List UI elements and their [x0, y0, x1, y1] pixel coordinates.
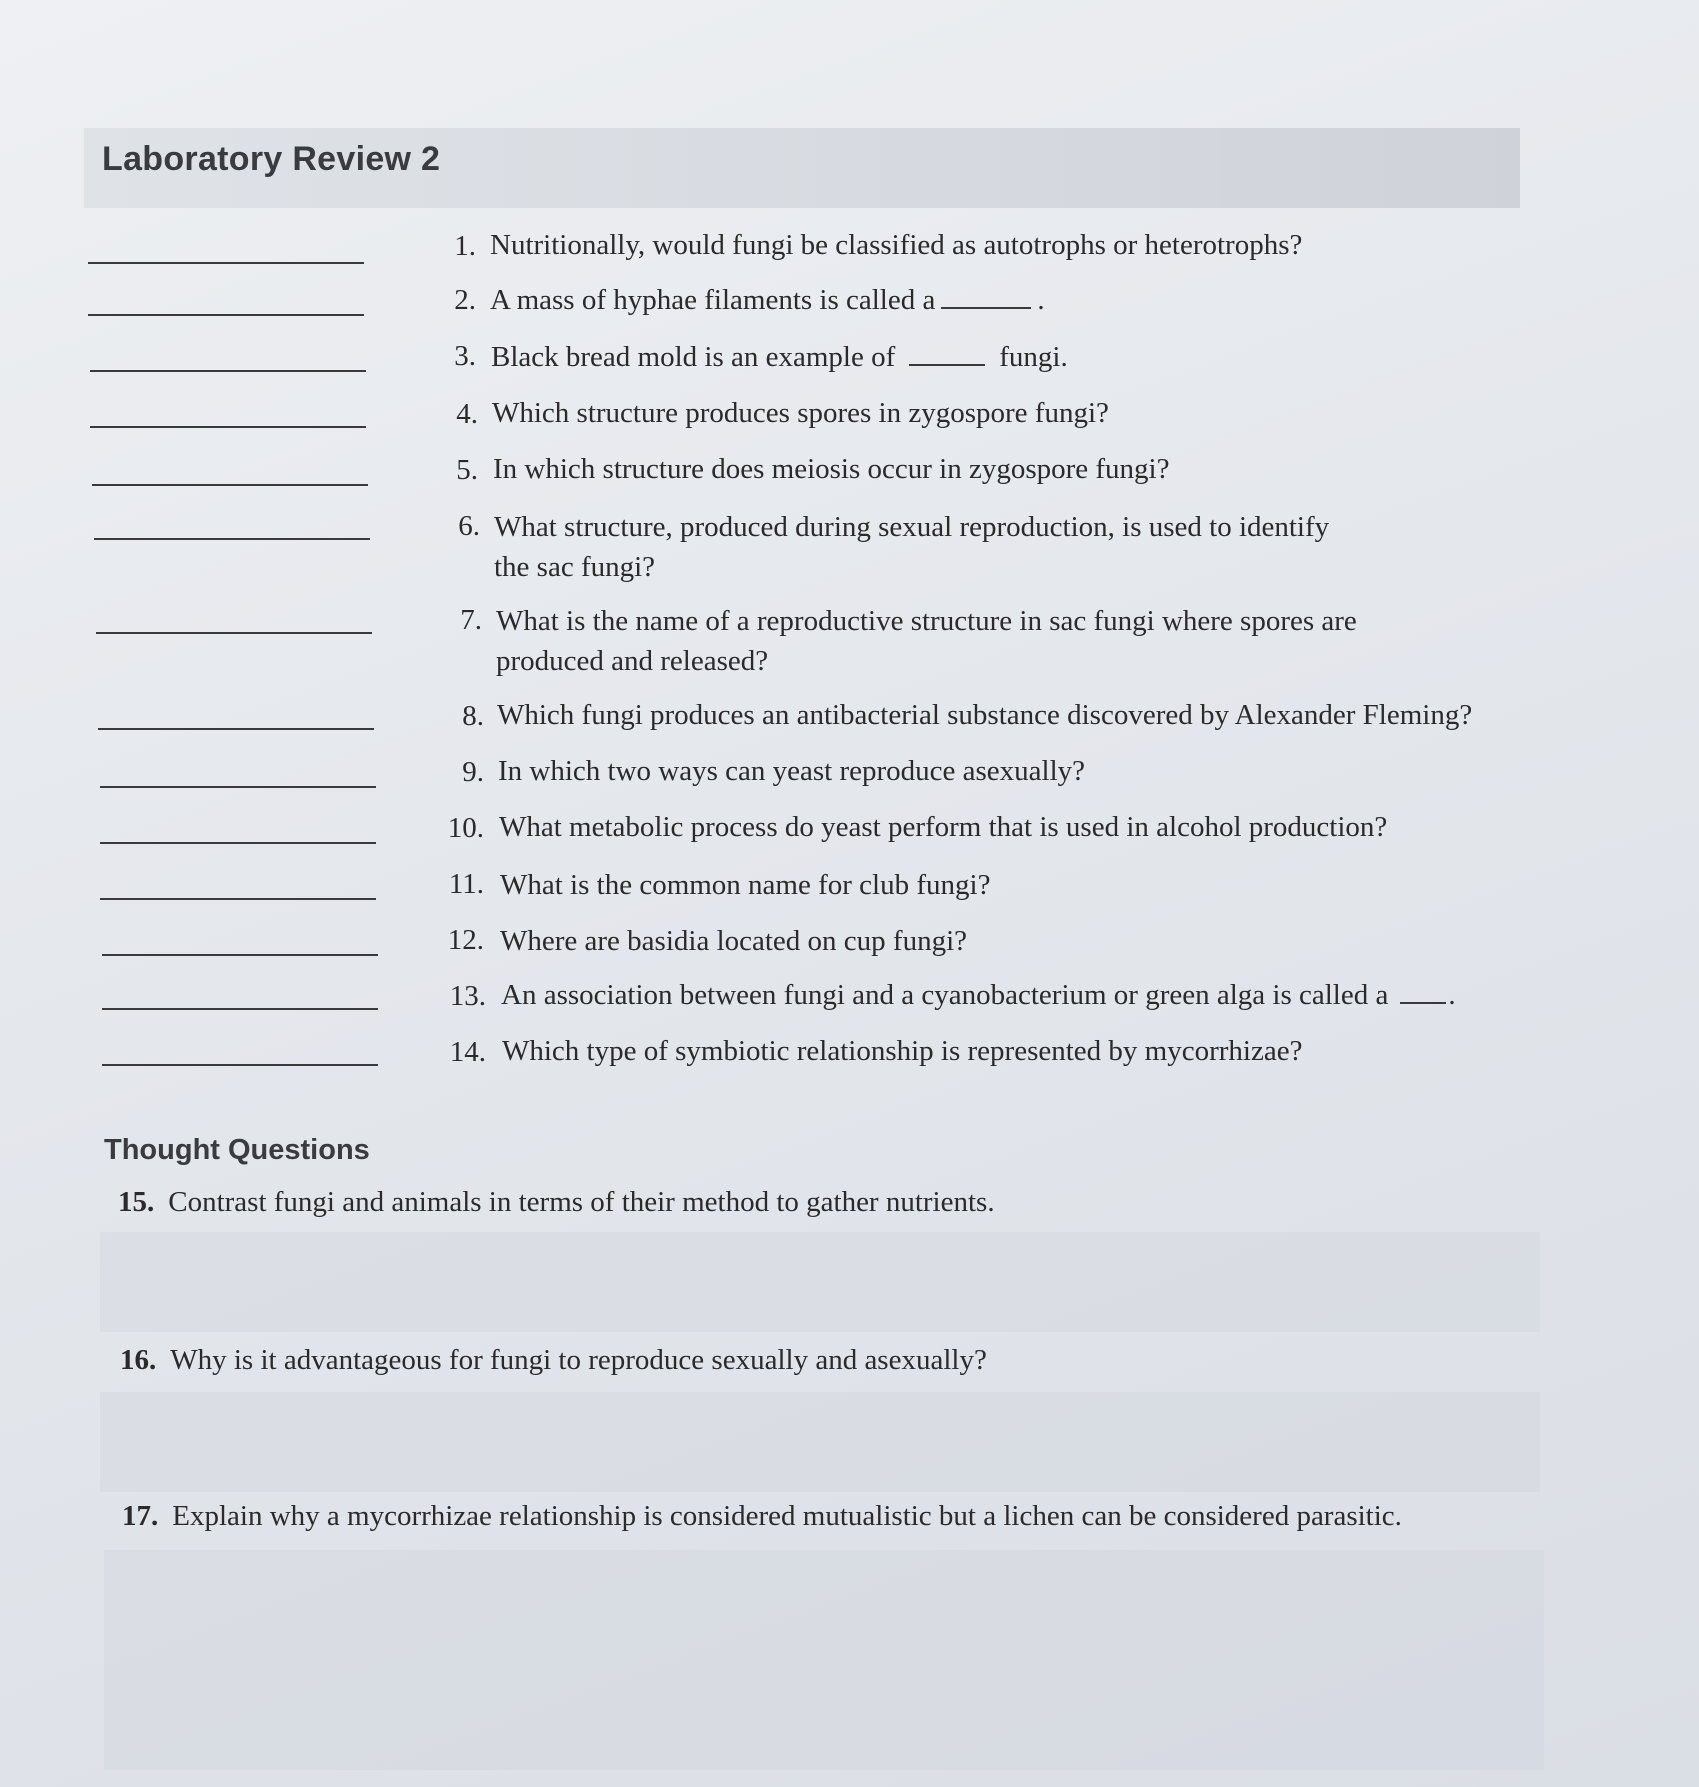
inline-blank-3[interactable] [909, 342, 985, 366]
question-text-2 [490, 281, 1045, 320]
answer-area-17[interactable] [104, 1550, 1544, 1770]
answer-blank-5[interactable] [92, 484, 368, 486]
thought-question-number-17: 17. [122, 1500, 159, 1532]
question-text-10: What metabolic process do yeast perform that is used in alcohol production? [499, 811, 1388, 843]
answer-blank-13[interactable] [102, 1008, 378, 1010]
question-text-6-line2: the sac fungi? [494, 551, 656, 583]
question-text-3-after: fungi. [999, 341, 1068, 373]
thought-question-15 [118, 1186, 995, 1219]
thought-question-16 [120, 1344, 987, 1377]
question-number-3: 3. [454, 340, 476, 372]
thought-question-text-15: Contrast fungi and animals in terms of their method to gather nutrients. [168, 1186, 995, 1218]
question-text-11: What is the common name for club fungi? [500, 869, 991, 901]
answer-area-16[interactable] [100, 1392, 1540, 1492]
thought-question-text-17: Explain why a mycorrhizae relationship is considered mutualistic but a lichen can be considered parasitic. [172, 1500, 1402, 1532]
question-number-13: 13. [449, 980, 486, 1012]
answer-blank-4[interactable] [90, 426, 366, 428]
question-text-5: In which structure does meiosis occur in zygospore fungi? [493, 453, 1170, 485]
question-number-11: 11. [448, 868, 484, 900]
thought-question-number-16: 16. [120, 1344, 157, 1376]
answer-blank-8[interactable] [98, 728, 374, 730]
thought-question-17 [122, 1500, 1402, 1533]
answer-blank-9[interactable] [100, 786, 376, 788]
answer-blank-7[interactable] [96, 632, 372, 634]
question-text-7: What is the name of a reproductive structure in sac fungi where spores are [496, 605, 1357, 637]
question-text-13 [501, 976, 1456, 1015]
answer-blank-3[interactable] [90, 370, 366, 372]
question-number-9: 9. [462, 756, 484, 788]
question-number-5: 5. [456, 454, 478, 486]
question-text-8: Which fungi produces an antibacterial substance discovered by Alexander Fleming? [497, 699, 1473, 731]
question-text-12: Where are basidia located on cup fungi? [500, 925, 968, 957]
answer-blank-10[interactable] [100, 842, 376, 844]
answer-blank-6[interactable] [94, 538, 370, 540]
section-title-thought-questions: Thought Questions [104, 1134, 370, 1166]
section-title-laboratory-review: Laboratory Review 2 [102, 140, 441, 178]
question-text-2-after: . [1037, 284, 1045, 316]
question-text-3 [491, 338, 1068, 377]
question-text-2-before: A mass of hyphae filaments is called a [490, 284, 936, 316]
answer-blank-14[interactable] [102, 1064, 378, 1066]
question-number-1: 1. [454, 230, 476, 262]
question-text-13-before: An association between fungi and a cyanobacterium or green alga is called a [501, 979, 1389, 1011]
question-text-6: What structure, produced during sexual reproduction, is used to identify [494, 511, 1330, 543]
question-number-6: 6. [458, 510, 480, 542]
question-text-14: Which type of symbiotic relationship is represented by mycorrhizae? [502, 1035, 1303, 1067]
inline-blank-13[interactable] [1400, 980, 1446, 1004]
question-text-3-before: Black bread mold is an example of [491, 341, 896, 373]
question-number-4: 4. [456, 398, 478, 430]
answer-area-15[interactable] [100, 1232, 1540, 1332]
question-text-1: Nutritionally, would fungi be classified as autotrophs or heterotrophs? [490, 229, 1303, 261]
question-text-9: In which two ways can yeast reproduce asexually? [498, 755, 1086, 787]
answer-blank-1[interactable] [88, 262, 364, 264]
question-number-8: 8. [462, 700, 484, 732]
question-number-2: 2. [454, 284, 476, 316]
question-text-4: Which structure produces spores in zygospore fungi? [492, 397, 1109, 429]
question-text-7-line2: produced and released? [496, 645, 769, 677]
question-text-13-after: . [1448, 979, 1456, 1011]
inline-blank-2[interactable] [941, 285, 1031, 309]
question-number-10: 10. [447, 812, 484, 844]
answer-blank-12[interactable] [102, 954, 378, 956]
answer-blank-11[interactable] [100, 898, 376, 900]
thought-question-number-15: 15. [118, 1186, 155, 1218]
question-number-14: 14. [449, 1036, 486, 1068]
thought-question-text-16: Why is it advantageous for fungi to reproduce sexually and asexually? [170, 1344, 987, 1376]
question-number-12: 12. [447, 924, 484, 956]
question-number-7: 7. [460, 604, 482, 636]
answer-blank-2[interactable] [88, 314, 364, 316]
